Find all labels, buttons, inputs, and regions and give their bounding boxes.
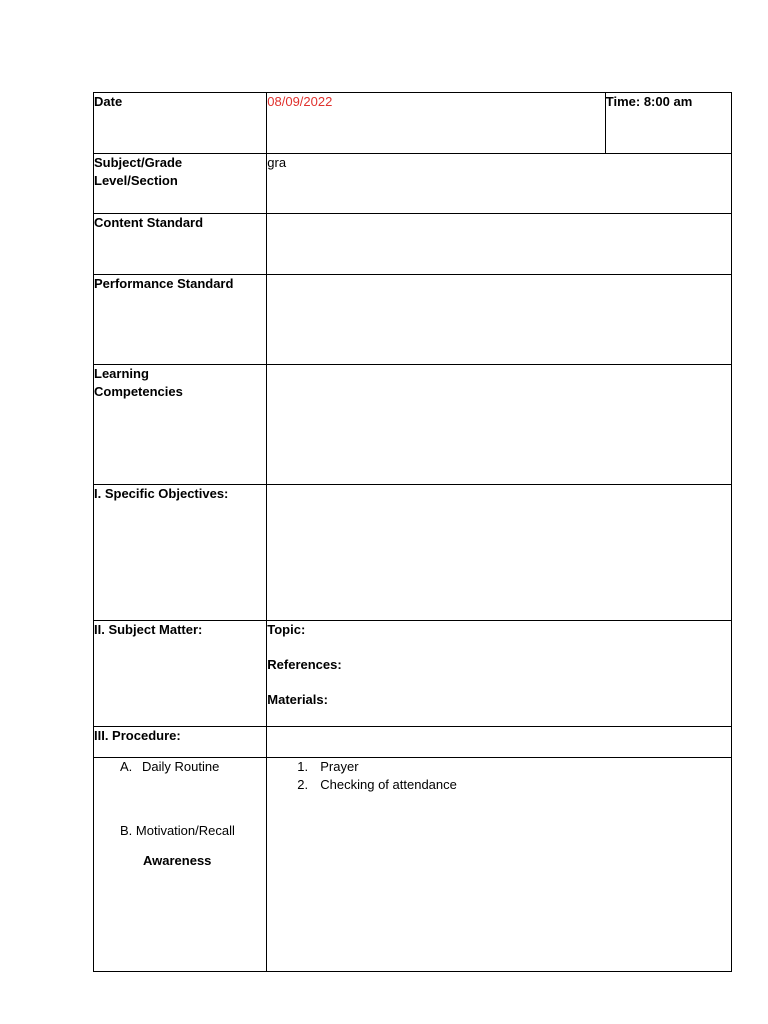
materials-label: Materials: — [267, 692, 328, 707]
row-procedure — [94, 727, 732, 758]
subject-label-line1: Subject/Grade — [94, 155, 183, 170]
content-standard-label: Content Standard — [94, 215, 204, 230]
daily-routine-label: Daily Routine — [142, 759, 220, 774]
time-value: Time: 8:00 am — [605, 94, 693, 109]
subject-value-cell[interactable] — [267, 154, 732, 214]
row-learning-competencies — [94, 365, 732, 485]
date-value: 08/09/2022 — [267, 94, 333, 109]
date-label: Date — [94, 94, 123, 109]
awareness-label: Awareness — [143, 853, 212, 868]
list-item-text: Prayer — [320, 759, 359, 774]
subject-matter-label: II. Subject Matter: — [94, 622, 203, 637]
performance-standard-label-cell — [94, 275, 267, 365]
content-standard-label-cell — [94, 214, 267, 275]
row-subject — [94, 154, 732, 214]
motivation-recall-label: B. Motivation/Recall — [120, 823, 235, 838]
row-content-standard — [94, 214, 732, 275]
specific-objectives-label-cell — [94, 485, 267, 621]
routine-list — [267, 758, 731, 794]
learning-competencies-value-cell[interactable] — [267, 365, 732, 485]
list-item-marker: 2. — [297, 777, 309, 792]
list-item-marker: 1. — [297, 759, 309, 774]
content-standard-value-cell[interactable] — [267, 214, 732, 275]
procedure-label-cell — [94, 727, 267, 758]
row-date — [94, 93, 732, 154]
list-item-text: Checking of attendance — [320, 777, 457, 792]
topic-label: Topic: — [267, 622, 306, 637]
date-value-cell[interactable] — [267, 93, 606, 154]
subject-label-line2: Level/Section — [94, 173, 178, 188]
lesson-plan-table — [93, 92, 732, 972]
daily-routine-marker: A. — [120, 759, 133, 774]
spacer — [267, 674, 731, 691]
daily-routine-step — [94, 758, 266, 776]
learning-competencies-label-line1: Learning — [94, 366, 149, 381]
performance-standard-label: Performance Standard — [94, 276, 234, 291]
row-specific-objectives — [94, 485, 732, 621]
references-label: References: — [267, 657, 342, 672]
list-item — [267, 776, 731, 794]
subject-label-cell — [94, 154, 267, 214]
learning-competencies-label-cell — [94, 365, 267, 485]
row-performance-standard — [94, 275, 732, 365]
date-label-cell — [94, 93, 267, 154]
procedure-value-cell[interactable] — [267, 727, 732, 758]
spacer — [267, 639, 731, 656]
routine-list-cell[interactable] — [267, 758, 732, 972]
list-item — [267, 758, 731, 776]
specific-objectives-label: I. Specific Objectives: — [94, 486, 229, 501]
learning-competencies-label-line2: Competencies — [94, 384, 183, 399]
specific-objectives-value-cell[interactable] — [267, 485, 732, 621]
time-cell[interactable] — [605, 93, 731, 154]
subject-matter-value-cell[interactable] — [267, 621, 732, 727]
subject-matter-label-cell — [94, 621, 267, 727]
row-procedure-detail — [94, 758, 732, 972]
row-subject-matter — [94, 621, 732, 727]
subject-value: gra — [267, 155, 287, 170]
procedure-label: III. Procedure: — [94, 728, 181, 743]
performance-standard-value-cell[interactable] — [267, 275, 732, 365]
procedure-steps-cell — [94, 758, 267, 972]
